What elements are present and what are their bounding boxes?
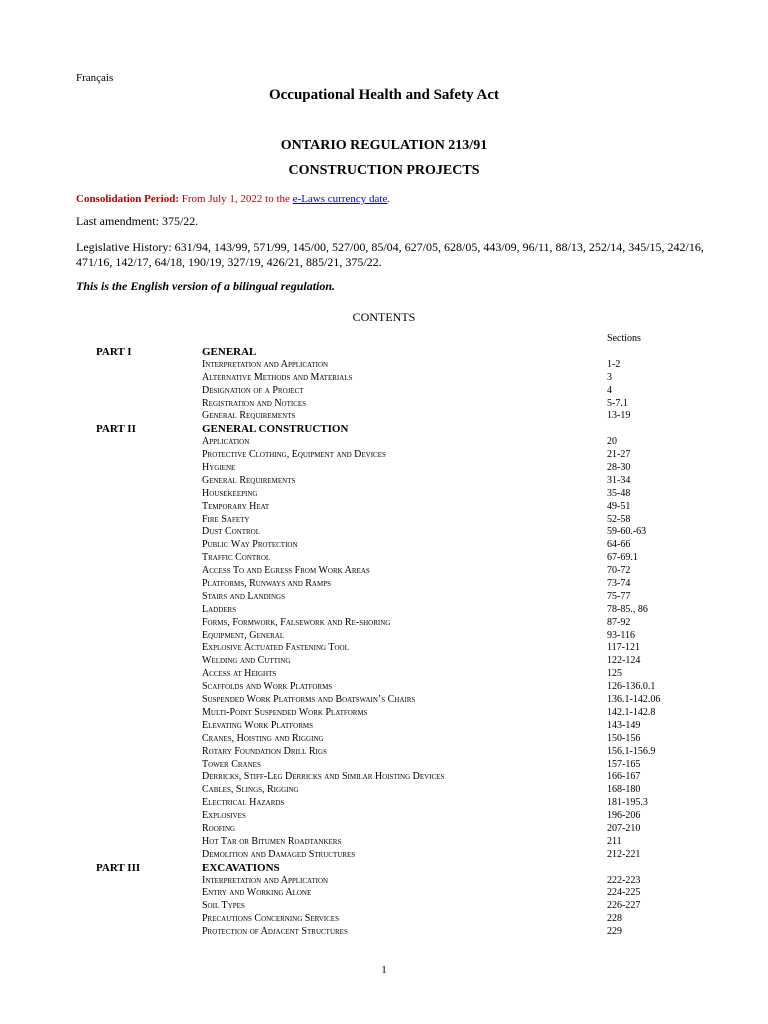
consolidation-text: From July 1, 2022 to the	[181, 193, 290, 205]
toc-row[interactable]	[96, 604, 736, 617]
toc-row[interactable]	[96, 810, 736, 823]
toc-row[interactable]	[96, 720, 736, 733]
toc-sections: 224-225	[607, 887, 641, 899]
toc-row[interactable]	[96, 578, 736, 591]
toc-row[interactable]	[96, 488, 736, 501]
toc-row[interactable]	[96, 501, 736, 514]
toc-title: Fire Safety	[202, 513, 250, 525]
english-version-note: This is the English version of a bilingual regulation.	[76, 279, 336, 293]
page-number: 1	[381, 964, 387, 976]
toc-part-row[interactable]	[96, 346, 736, 359]
toc-sections: 229	[607, 926, 622, 938]
toc-sections: 52-58	[607, 513, 631, 525]
toc-row[interactable]	[96, 694, 736, 707]
toc-row[interactable]	[96, 514, 736, 527]
toc-row[interactable]	[96, 410, 736, 423]
toc-sections: 28-30	[607, 462, 631, 474]
toc-sections: 117-121	[607, 642, 640, 654]
toc-sections: 196-206	[607, 810, 641, 822]
toc-row[interactable]	[96, 372, 736, 385]
regulation-number: ONTARIO REGULATION 213/91	[280, 138, 488, 153]
toc-title: Access at Heights	[202, 668, 277, 680]
toc-title: Electrical Hazards	[202, 797, 285, 809]
toc-sections: 20	[607, 436, 617, 448]
toc-title: Demolition and Damaged Structures	[202, 848, 356, 860]
toc-row[interactable]	[96, 385, 736, 398]
toc-sections: 166-167	[607, 771, 641, 783]
toc-sections: 87-92	[607, 616, 631, 628]
toc-title: Interpretation and Application	[202, 358, 329, 370]
consolidation-label: Consolidation Period:	[76, 193, 179, 205]
toc-sections: 122-124	[607, 655, 641, 667]
toc-sections: 126-136.0.1	[607, 681, 656, 693]
toc-part-label: PART III	[96, 861, 141, 874]
toc-row[interactable]	[96, 823, 736, 836]
toc-title: Elevating Work Platforms	[202, 719, 313, 731]
toc-row[interactable]	[96, 849, 736, 862]
toc-part-row[interactable]	[96, 423, 736, 436]
toc-title: Entry and Working Alone	[202, 887, 312, 899]
toc-title: Rotary Foundation Drill Rigs	[202, 745, 327, 757]
toc-sections: 125	[607, 668, 622, 680]
toc-sections: 73-74	[607, 578, 631, 590]
toc-title: Dust Control	[202, 526, 261, 538]
toc-title: Suspended Work Platforms and Boatswain’s Chairs	[202, 694, 416, 706]
toc-sections: 156.1-156.9	[607, 745, 656, 757]
toc-row[interactable]	[96, 617, 736, 630]
toc-title: Cables, Slings, Rigging	[202, 784, 299, 796]
act-title: Occupational Health and Safety Act	[268, 87, 499, 103]
toc-row[interactable]	[96, 475, 736, 488]
last-amendment: Last amendment: 375/22.	[76, 214, 199, 228]
toc-sections: 35-48	[607, 487, 631, 499]
toc-sections: 181-195.3	[607, 797, 648, 809]
toc-row[interactable]	[96, 642, 736, 655]
toc-title: Equipment, General	[202, 629, 285, 641]
toc-sections: 5-7.1	[607, 397, 628, 409]
toc-sections: 13-19	[607, 410, 631, 422]
toc-title: Hot Tar or Bitumen Roadtankers	[202, 835, 342, 847]
toc-row[interactable]	[96, 359, 736, 372]
toc-row[interactable]	[96, 797, 736, 810]
toc-row[interactable]	[96, 398, 736, 411]
toc-row[interactable]	[96, 565, 736, 578]
toc-sections: 3	[607, 371, 612, 383]
e-laws-currency-date-link[interactable]: e-Laws currency date	[292, 193, 388, 205]
toc-sections: 49-51	[607, 500, 631, 512]
toc-title: Roofing	[202, 822, 236, 834]
toc-row[interactable]	[96, 836, 736, 849]
toc-row[interactable]	[96, 887, 736, 900]
toc-title: Alternative Methods and Materials	[202, 371, 353, 383]
toc-part-label: PART II	[96, 423, 136, 436]
toc-row[interactable]	[96, 591, 736, 604]
toc-row[interactable]	[96, 449, 736, 462]
toc-row[interactable]	[96, 552, 736, 565]
toc-title: Traffic Control	[202, 552, 271, 564]
toc-title: Derricks, Stiff-Leg Derricks and Similar Hoisting Devices	[202, 771, 445, 783]
toc-sections: 78-85., 86	[607, 603, 648, 615]
toc-row[interactable]	[96, 771, 736, 784]
toc-sections: 21-27	[607, 449, 631, 461]
toc-part-label: PART I	[96, 346, 132, 358]
toc-title: GENERAL CONSTRUCTION	[202, 423, 349, 436]
toc-title: Scaffolds and Work Platforms	[202, 681, 333, 693]
toc-title: Access To and Egress From Work Areas	[202, 565, 370, 577]
toc-row[interactable]	[96, 436, 736, 449]
toc-row[interactable]	[96, 759, 736, 772]
toc-row[interactable]	[96, 526, 736, 539]
toc-title: Interpretation and Application	[202, 874, 329, 886]
toc-sections: 168-180	[607, 784, 641, 796]
toc-row[interactable]	[96, 668, 736, 681]
toc-title: Protection of Adjacent Structures	[202, 926, 348, 938]
toc-title: Precautions Concerning Services	[202, 913, 339, 925]
toc-title: Ladders	[202, 603, 237, 615]
toc-sections: 157-165	[607, 758, 641, 770]
toc-title: Tower Cranes	[202, 758, 261, 770]
toc-title: Platforms, Runways and Ramps	[202, 578, 331, 590]
toc-title: EXCAVATIONS	[202, 861, 280, 874]
toc-part-row[interactable]	[96, 862, 736, 875]
toc-title: Temporary Heat	[202, 500, 270, 512]
sections-column-heading: Sections	[607, 333, 641, 344]
toc-title: General Requirements	[202, 474, 296, 486]
toc-sections: 64-66	[607, 539, 631, 551]
toc-sections: 143-149	[607, 719, 641, 731]
toc-title: Stairs and Landings	[202, 590, 285, 602]
toc-row[interactable]	[96, 913, 736, 926]
toc-title: Public Way Protection	[202, 539, 298, 551]
toc-sections: 1-2	[607, 358, 621, 370]
toc-row[interactable]	[96, 462, 736, 475]
toc-title: Registration and Notices	[202, 397, 307, 409]
toc-sections: 4	[607, 384, 612, 396]
toc-sections: 150-156	[607, 732, 641, 744]
toc-sections: 136.1-142.06	[607, 694, 661, 706]
toc-sections: 212-221	[607, 848, 641, 860]
toc-sections: 222-223	[607, 874, 641, 886]
toc-sections: 59-60.-63	[607, 526, 647, 538]
toc-sections: 70-72	[607, 565, 631, 577]
toc-title: General Requirements	[202, 410, 296, 422]
table-of-contents	[96, 346, 736, 939]
toc-title: Designation of a Project	[202, 384, 304, 396]
toc-row[interactable]	[96, 926, 736, 939]
toc-title: Forms, Formwork, Falsework and Re-shoring	[202, 616, 391, 628]
toc-sections: 211	[607, 835, 622, 847]
toc-row[interactable]	[96, 681, 736, 694]
toc-row[interactable]	[96, 746, 736, 759]
toc-title: Application	[202, 436, 250, 448]
toc-title: Welding and Cutting	[202, 655, 291, 667]
consolidation-period	[76, 193, 390, 205]
toc-title: GENERAL	[202, 346, 257, 358]
toc-sections: 93-116	[607, 629, 635, 641]
toc-row[interactable]	[96, 784, 736, 797]
regulation-title: CONSTRUCTION PROJECTS	[288, 163, 480, 178]
toc-sections: 207-210	[607, 822, 641, 834]
toc-title: Soil Types	[202, 900, 245, 912]
toc-sections: 228	[607, 913, 622, 925]
toc-title: Cranes, Hoisting and Rigging	[202, 732, 324, 744]
consolidation-end: .	[387, 193, 391, 205]
toc-title: Explosives	[202, 810, 246, 822]
toc-row[interactable]	[96, 900, 736, 913]
language-link-francais[interactable]: Français	[76, 72, 114, 84]
toc-sections: 142.1-142.8	[607, 706, 656, 718]
legislative-history: Legislative History: 631/94, 143/99, 571/99, 145/00, 527/00, 85/04, 627/05, 628/05, 443/09, 96/11, 88/13, 252/14, 345/15, 242/16, 471/16, 142/17, 64/18, 190/19, 327/19, 426/21, 885/21, 375/22.	[76, 240, 704, 269]
toc-row[interactable]	[96, 630, 736, 643]
toc-row[interactable]	[96, 733, 736, 746]
toc-title: Multi-Point Suspended Work Platforms	[202, 706, 368, 718]
toc-title: Hygiene	[202, 462, 236, 474]
toc-sections: 67-69.1	[607, 552, 638, 564]
toc-sections: 75-77	[607, 590, 631, 602]
toc-title: Housekeeping	[202, 487, 258, 499]
toc-title: Explosive Actuated Fastening Tool	[202, 642, 349, 654]
toc-row[interactable]	[96, 707, 736, 720]
contents-heading: CONTENTS	[352, 310, 416, 324]
toc-row[interactable]	[96, 655, 736, 668]
toc-row[interactable]	[96, 539, 736, 552]
toc-title: Protective Clothing, Equipment and Devices	[202, 449, 386, 461]
toc-row[interactable]	[96, 875, 736, 888]
toc-sections: 226-227	[607, 900, 641, 912]
toc-sections: 31-34	[607, 474, 631, 486]
